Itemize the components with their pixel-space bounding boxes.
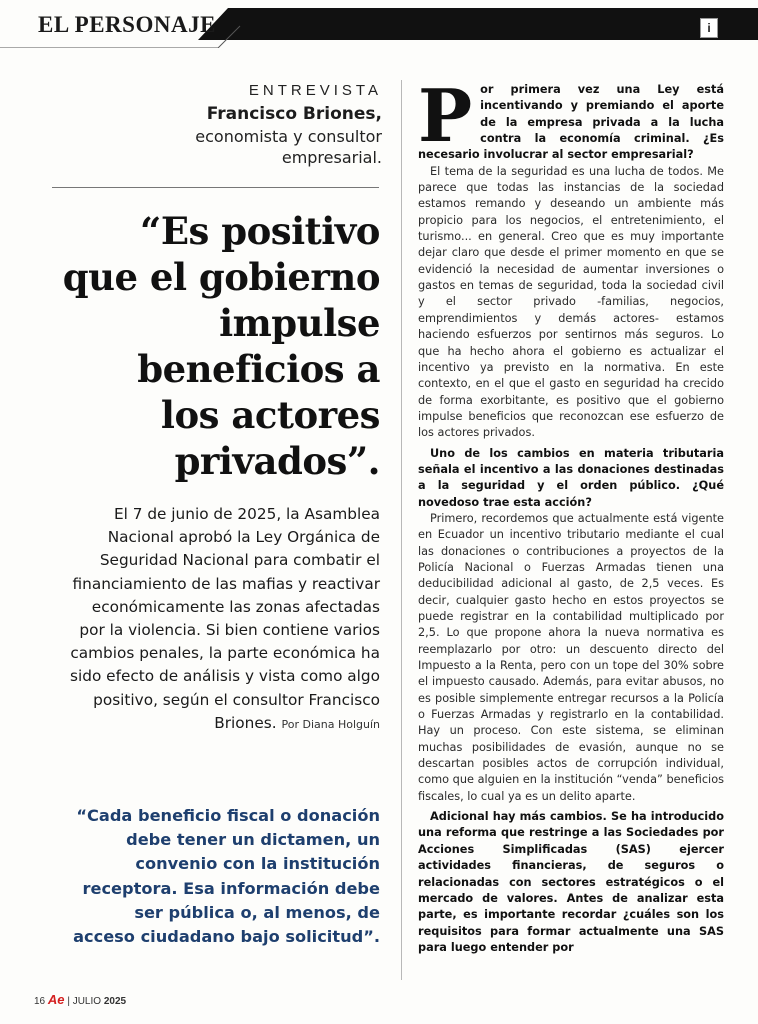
headline-line: impulse bbox=[219, 301, 380, 345]
interviewee-role-line1: economista y consultor bbox=[195, 127, 382, 146]
question-2: Uno de los cambios en materia tributaria señala el incentivo a las donaciones destinadas a la seguridad y el orden público. ¿Qué novedoso trae esta acción? bbox=[418, 446, 724, 509]
profile-block bbox=[40, 82, 382, 168]
interviewee-name: Francisco Briones, bbox=[206, 104, 382, 124]
issue-month: JULIO bbox=[72, 996, 102, 1007]
interview-kicker: ENTREVISTA bbox=[248, 82, 382, 99]
headline-line: privados”. bbox=[174, 439, 380, 483]
headline-line: beneficios a bbox=[137, 347, 380, 391]
headline-line: que el gobierno bbox=[62, 255, 380, 299]
article-body bbox=[418, 73, 724, 956]
section-title: EL PERSONAJE bbox=[38, 12, 216, 37]
question-1 bbox=[418, 73, 724, 164]
headline-line: “Es positivo bbox=[140, 209, 380, 253]
footer-separator: | bbox=[67, 996, 70, 1007]
answer-2: Primero, recordemos que actualmente está vigente en Ecuador un incentivo tributario mediante el cual las donaciones o contribuciones a proyectos de la Policía Nacional o Fuerzas Armadas tienen una deducibilidad adicional al gasto, de 2,5 veces. Es decir, cualquier gasto hecho en estos proyectos se puede registrar en la contabilidad multiplicado por 2,5. Lo que propone ahora la nueva normativa es reemplazarlo por otro: un descuento directo del Impuesto a la Renta, pero con un tope del 30% sobre el impuesto causado. Además, para evitar abusos, no es posible simplemente entregar recursos a la Policía o Fuerzas Armadas y registrarlo en la contabilidad. Hay un proceso. Con este sistema, se eliminan muchas posibilidades de evasión, aunque no se descartan posibles actos de corrupción individual, como que alguien en la institución “venda” beneficios fiscales, lo cual ya es un delito aparte. bbox=[418, 511, 724, 803]
page-footer bbox=[34, 992, 126, 1007]
page-number: 16 bbox=[34, 996, 46, 1007]
drop-cap: P bbox=[418, 73, 473, 158]
magazine-logo: Ae bbox=[47, 992, 65, 1007]
headline-line: los actores bbox=[160, 393, 380, 437]
question-1-text: or primera vez una Ley está incentivando y premiando el aporte de la empresa privada a la lucha contra la economía criminal. ¿Es necesario involucrar al sector empresarial? bbox=[418, 83, 724, 162]
headline-quote bbox=[40, 208, 380, 484]
pull-quote: “Cada beneficio fiscal o donación debe tener un dictamen, un convenio con la institución receptora. Esa información debe ser pública o, al menos, de acceso ciudadano bajo solicitud”. bbox=[73, 806, 380, 947]
intro-paragraph bbox=[62, 503, 380, 736]
intro-text: El 7 de junio de 2025, la Asamblea Nacional aprobó la Ley Orgánica de Seguridad Nacional para combatir el financiamiento de las mafias y reactivar económicamente las zonas afectadas por la violencia. Si bien contiene varios cambios penales, la parte económica ha sido efecto de análisis y vista como algo positivo, según el consultor Francisco Briones. bbox=[70, 505, 380, 732]
column-rule bbox=[401, 80, 402, 980]
info-icon: i bbox=[700, 18, 718, 38]
answer-1: El tema de la seguridad es una lucha de todos. Me parece que todas las instancias de la sociedad estamos remando y deseando un ambiente más propicio para los negocios, el entretenimiento, el turismo... en general. Creo que es muy importante dejar claro que desde el primer momento en que se evidenció la necesidad de aumentar inversiones o gastos en temas de seguridad, toda la sociedad civil y el sector privado -familias, negocios, emprendimientos y demás actores- estamos haciendo esfuerzos por sentirnos más seguros. Lo que ha hecho ahora el gobierno es actualizar el incentivo ya previsto en la normativa. En este contexto, en el que el gasto en seguridad ha crecido de forma exorbitante, es positivo que el gobierno impulse beneficios que reconozcan ese esfuerzo de los actores privados. bbox=[418, 164, 724, 440]
interviewee-role-line2: empresarial. bbox=[281, 148, 382, 167]
profile-divider bbox=[52, 187, 379, 188]
issue-year: 2025 bbox=[103, 996, 127, 1007]
byline: Por Diana Holguín bbox=[281, 717, 380, 731]
question-3: Adicional hay más cambios. Se ha introducido una reforma que restringe a las Sociedades por Acciones Simplificadas (SAS) ejercer actividades financieras, de seguros o relacionadas con sectores estratégicos o el mercado de valores. Antes de analizar esta parte, es importante recordar ¿cuáles son los requisitos para formar actualmente una SAS para luego entender por bbox=[418, 810, 724, 954]
